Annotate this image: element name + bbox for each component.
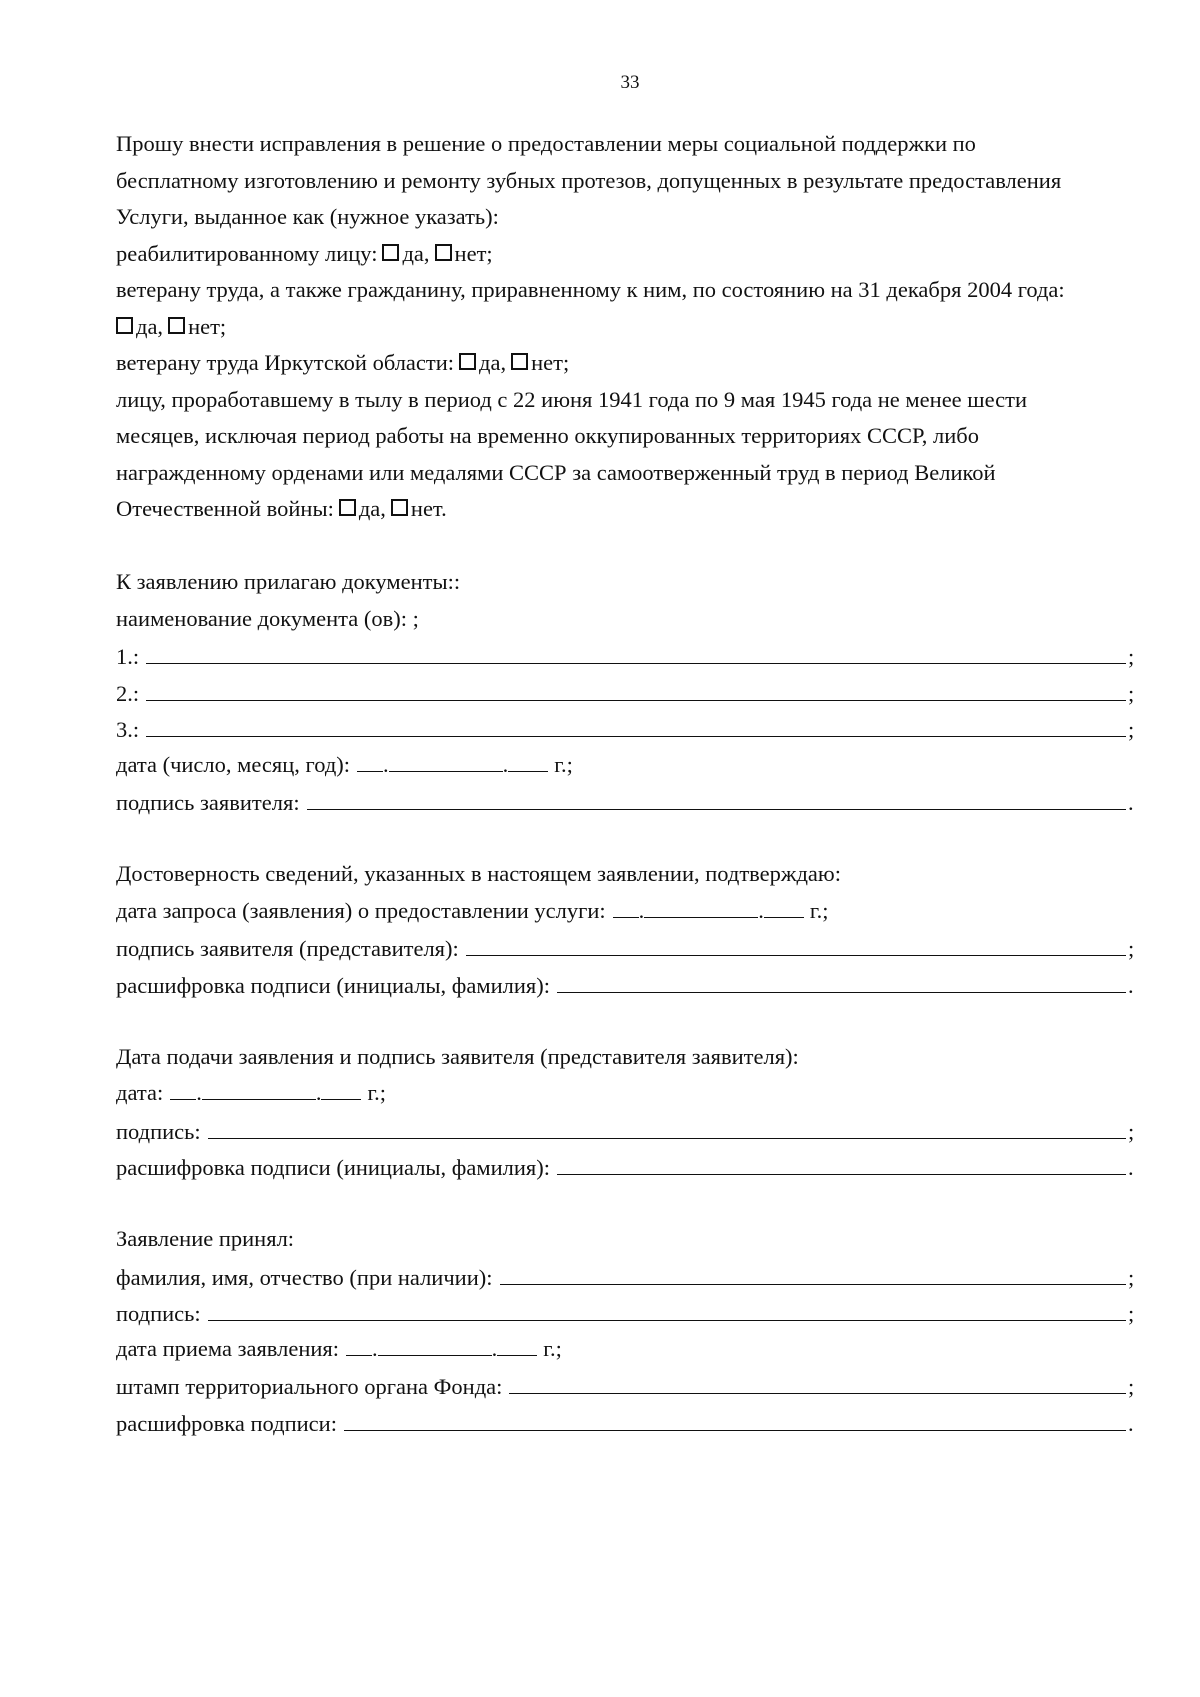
attachment-item-3 [116, 710, 1136, 747]
field-label: расшифровка подписи (инициалы, фамилия): [116, 1155, 551, 1180]
option-irkutsk-veteran [116, 345, 1136, 382]
month-field[interactable] [202, 1077, 316, 1100]
day-field[interactable] [613, 895, 639, 918]
field-label: наименование документа (ов): ; [116, 605, 419, 631]
signature-decode-field[interactable] [344, 1404, 1126, 1431]
no-label: нет; [188, 313, 227, 339]
submission-signature [116, 1112, 1136, 1149]
confirm-signature [116, 929, 1136, 966]
attachments-signature [116, 783, 1136, 820]
doc-name-line [116, 601, 1136, 638]
option-home-front-line-3 [116, 455, 1136, 492]
spacer [116, 820, 1136, 857]
no-checkbox[interactable] [391, 499, 408, 516]
option-label: месяцев, исключая период работы на временно оккупированных территориях СССР, либо [116, 423, 979, 448]
yes-checkbox[interactable] [459, 353, 476, 370]
year-field[interactable] [497, 1333, 537, 1356]
year-suffix: г.; [809, 897, 829, 923]
option-home-front-line-1 [116, 382, 1136, 419]
submission-date [116, 1075, 1136, 1112]
option-label: ветерану труда, а также гражданину, приравненному к ним, по состоянию на 31 декабря 2004 года: [116, 277, 1065, 302]
field-label: штамп территориального органа Фонда: [116, 1374, 503, 1399]
date-separator: . [491, 1335, 498, 1361]
request-text: Прошу внести исправления в решение о предоставлении меры социальной поддержки по [116, 131, 976, 156]
accepted-date [116, 1331, 1136, 1368]
field-end: ; [1128, 717, 1135, 742]
field-label: подпись заявителя: [116, 790, 300, 815]
option-label: лицу, проработавшему в тылу в период с 22 июня 1941 года по 9 мая 1945 года не менее шести [116, 386, 1028, 412]
request-text-line-2 [116, 163, 1136, 200]
accepted-fio [116, 1258, 1136, 1295]
day-field[interactable] [357, 749, 383, 772]
page-number: 33 [620, 72, 640, 93]
option-label: Отечественной войны: [116, 496, 334, 521]
field-label: расшифровка подписи (инициалы, фамилия): [116, 972, 551, 998]
option-label: ветерану труда Иркутской области: [116, 350, 455, 375]
signature-decode-field[interactable] [557, 966, 1126, 993]
section-heading: Дата подачи заявления и подпись заявителя (представителя заявителя): [116, 1043, 799, 1069]
confirm-decode [116, 966, 1136, 1003]
spacer [116, 1185, 1136, 1222]
accepted-signature [116, 1294, 1136, 1331]
attachment-3-field[interactable] [146, 710, 1126, 737]
yes-label: да, [358, 496, 386, 521]
field-label: дата: [116, 1080, 164, 1105]
accepted-heading [116, 1221, 1136, 1258]
attachments-heading [116, 564, 1136, 601]
year-suffix: г.; [543, 1335, 562, 1361]
request-text-line-1 [116, 126, 1136, 163]
field-label: подпись: [116, 1301, 201, 1326]
date-separator: . [502, 751, 509, 777]
field-label: 3.: [116, 717, 140, 742]
year-suffix: г.; [367, 1080, 387, 1105]
field-label: подпись заявителя (представителя): [116, 936, 459, 961]
year-field[interactable] [508, 749, 548, 772]
section-heading: К заявлению прилагаю документы:: [116, 569, 461, 594]
spacer [116, 1002, 1136, 1039]
field-end: ; [1128, 1374, 1135, 1399]
date-separator: . [758, 897, 764, 923]
accepted-stamp [116, 1367, 1136, 1404]
attachment-1-field[interactable] [146, 637, 1126, 664]
option-home-front-line-2 [116, 418, 1136, 455]
accepted-decode [116, 1404, 1136, 1441]
field-end: ; [1128, 644, 1135, 669]
field-label: подпись: [116, 1118, 201, 1144]
field-label: 1.: [116, 644, 140, 669]
request-text-line-3 [116, 199, 1136, 236]
no-checkbox[interactable] [511, 353, 528, 370]
submission-heading [116, 1039, 1136, 1076]
option-label: реабилитированному лицу: [116, 240, 378, 266]
year-field[interactable] [764, 895, 804, 918]
field-end: ; [1128, 680, 1135, 706]
month-field[interactable] [378, 1333, 492, 1356]
no-checkbox[interactable] [435, 244, 452, 261]
spacer [116, 528, 1136, 565]
no-label: нет; [454, 240, 493, 266]
form-content [116, 126, 1136, 1440]
yes-checkbox[interactable] [382, 244, 399, 261]
day-field[interactable] [346, 1333, 372, 1356]
yes-label: да, [402, 240, 430, 266]
field-end: ; [1128, 1301, 1135, 1326]
yes-checkbox[interactable] [116, 317, 133, 334]
yes-checkbox[interactable] [339, 499, 356, 516]
day-field[interactable] [170, 1077, 196, 1100]
attachments-date [116, 747, 1136, 784]
confirm-heading [116, 856, 1136, 893]
month-field[interactable] [389, 749, 503, 772]
stamp-field[interactable] [509, 1367, 1126, 1394]
field-end: . [1128, 972, 1134, 998]
option-label: награжденному орденами или медалями СССР за самоотверженный труд в период Великой [116, 459, 996, 485]
no-checkbox[interactable] [168, 317, 185, 334]
date-separator: . [638, 897, 645, 923]
date-separator: . [383, 751, 389, 777]
attachment-2-field[interactable] [146, 674, 1126, 701]
year-field[interactable] [321, 1077, 361, 1100]
field-end: ; [1128, 1264, 1135, 1290]
yes-label: да, [136, 313, 164, 339]
date-separator: . [196, 1080, 202, 1105]
month-field[interactable] [644, 895, 758, 918]
submission-decode [116, 1148, 1136, 1185]
request-text: бесплатному изготовлению и ремонту зубных протезов, допущенных в результате предоставления [116, 167, 1062, 193]
field-label: фамилия, имя, отчество (при наличии): [116, 1264, 493, 1290]
field-label: дата (число, месяц, год): [116, 751, 351, 777]
signature-field[interactable] [208, 1112, 1126, 1139]
field-label: дата запроса (заявления) о предоставлении услуги: [116, 897, 606, 923]
option-home-front-line-4 [116, 491, 1136, 528]
field-end: . [1128, 790, 1134, 815]
option-rehabilitated [116, 236, 1136, 273]
no-label: нет. [410, 496, 447, 521]
fio-field[interactable] [500, 1258, 1127, 1285]
confirm-date [116, 893, 1136, 930]
option-labor-veteran [116, 272, 1136, 309]
field-label: 2.: [116, 680, 140, 706]
field-label: расшифровка подписи: [116, 1410, 337, 1436]
signature-decode-field[interactable] [557, 1148, 1126, 1175]
option-labor-veteran-choices [116, 309, 1136, 346]
date-separator: . [372, 1335, 378, 1361]
signature-field[interactable] [208, 1294, 1126, 1321]
year-suffix: г.; [554, 751, 573, 777]
section-heading: Заявление принял: [116, 1226, 295, 1251]
field-end: ; [1128, 936, 1135, 961]
signature-field[interactable] [307, 783, 1126, 810]
signature-field[interactable] [466, 929, 1126, 956]
date-separator: . [315, 1080, 322, 1105]
no-label: нет; [531, 350, 570, 375]
section-heading: Достоверность сведений, указанных в настоящем заявлении, подтверждаю: [116, 861, 841, 886]
field-end: ; [1128, 1118, 1135, 1144]
yes-label: да, [479, 350, 507, 375]
field-end: . [1128, 1155, 1134, 1180]
field-label: дата приема заявления: [116, 1335, 340, 1361]
request-text: Услуги, выданное как (нужное указать): [116, 204, 499, 229]
attachment-item-1 [116, 637, 1136, 674]
attachment-item-2 [116, 674, 1136, 711]
field-end: . [1128, 1410, 1134, 1436]
